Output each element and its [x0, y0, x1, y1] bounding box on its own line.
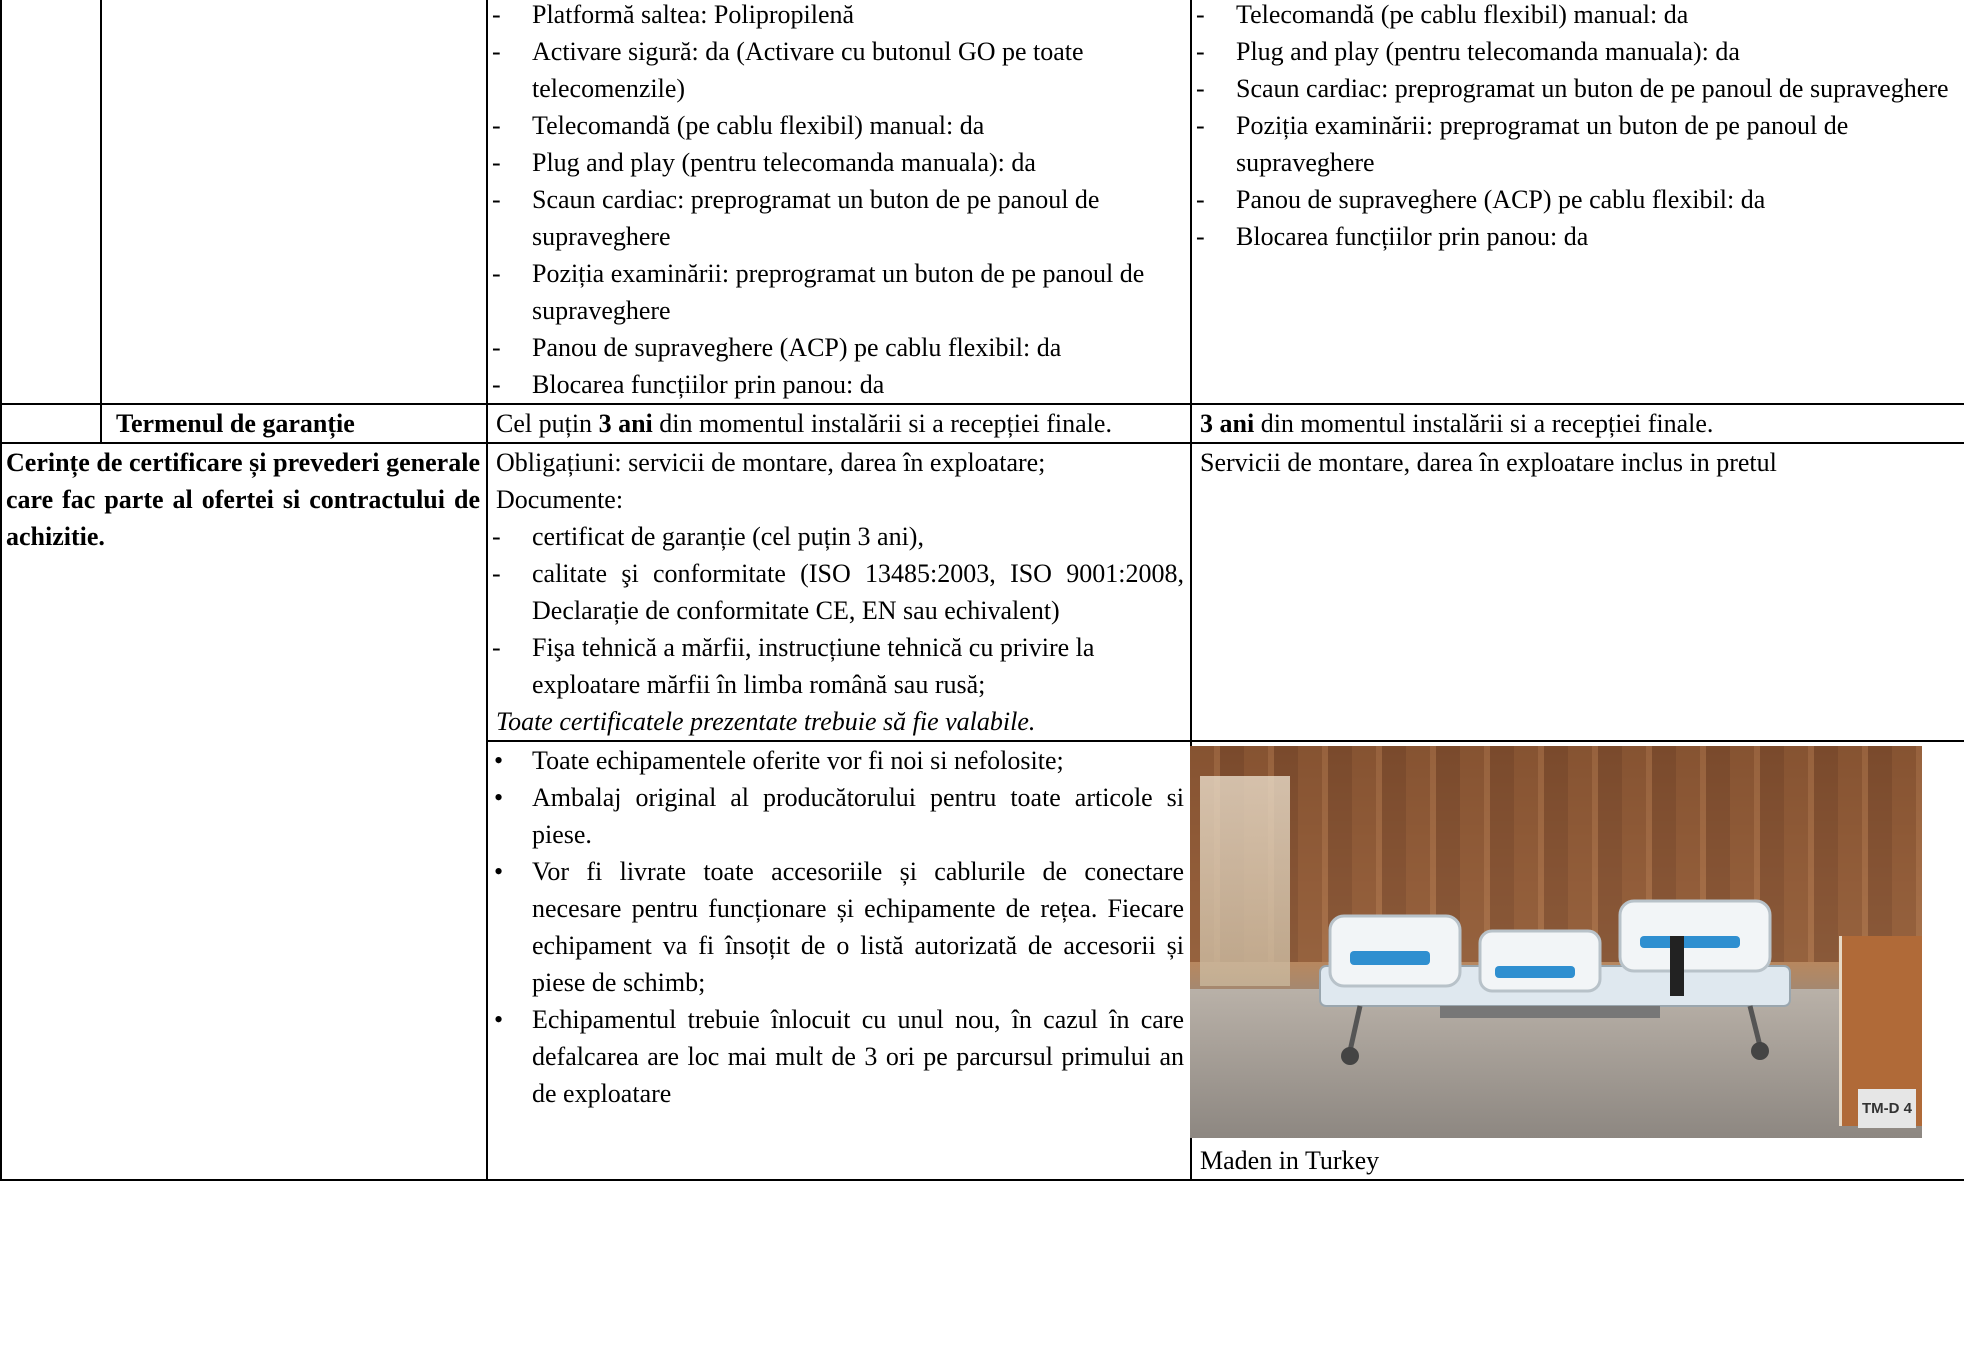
list-item: - Scaun cardiac: preprogramat un buton de pe panoul de supraveghere: [488, 181, 1184, 255]
warranty-required-cell: [487, 404, 1191, 443]
list-item: - Blocarea funcțiilor prin panou: da: [1192, 218, 1964, 255]
general-provisions-list: [488, 742, 1184, 1112]
warranty-offered-suffix: din momentul instalării si a recepției finale.: [1254, 409, 1714, 438]
list-item: - Platformă saltea: Polipropilenă: [488, 0, 1184, 33]
list-item: - calitate şi conformitate (ISO 13485:2003, ISO 9001:2008, Declarație de conformitate CE, EN sau echivalent): [488, 555, 1184, 629]
list-item: • Vor fi livrate toate accesoriile și cablurile de conectare necesare pentru funcționare și echipamente de rețea. Fiecare echipament va fi însoțit de o listă autorizată de accesorii și piese de schimb;: [488, 853, 1184, 1001]
offered-specs-cell: [1191, 0, 1964, 404]
empty-cell: [101, 0, 487, 404]
origin-caption: Maden in Turkey: [1200, 1146, 1380, 1175]
warranty-offered-years: 3 ani: [1200, 409, 1255, 438]
model-tag: TM-D 4: [1858, 1089, 1916, 1128]
list-item: - Telecomandă (pe cablu flexibil) manual: da: [1192, 0, 1964, 33]
window-light: [1200, 776, 1290, 986]
list-item: - Panou de supraveghere (ACP) pe cablu flexibil: da: [488, 329, 1184, 366]
certification-title: Cerințe de certificare și prevederi generale care fac parte al ofertei si contractului de achizitie.: [1, 443, 487, 1180]
list-item: - Fişa tehnică a mărfii, instrucțiune tehnică cu privire la exploatare mărfii în limba română sau rusă;: [488, 629, 1184, 703]
empty-cell: [1, 404, 101, 443]
photo-cell: [1191, 741, 1964, 1180]
warranty-row: [1, 404, 1964, 443]
list-item: - Telecomandă (pe cablu flexibil) manual: da: [488, 107, 1184, 144]
warranty-required-prefix: Cel puțin: [496, 409, 599, 438]
list-item: - Plug and play (pentru telecomanda manuala): da: [488, 144, 1184, 181]
certification-required-cell: [487, 443, 1191, 741]
certification-row: [1, 443, 1964, 741]
documents-list: [488, 518, 1184, 703]
list-item: - Poziția examinării: preprogramat un buton de pe panoul de supraveghere: [1192, 107, 1964, 181]
spec-continuation-row: [1, 0, 1964, 404]
documents-heading: Documente:: [496, 485, 624, 514]
list-item: - Scaun cardiac: preprogramat un buton de pe panoul de supraveghere: [1192, 70, 1964, 107]
warranty-offered-cell: [1191, 404, 1964, 443]
offered-specs-list: [1192, 0, 1964, 255]
required-specs-cell: [487, 0, 1191, 404]
empty-cell: [1, 0, 101, 404]
obligations-text: Obligațiuni: servicii de montare, darea în exploatare;: [496, 448, 1046, 477]
warranty-label: Termenul de garanție: [101, 404, 487, 443]
list-item: - Poziția examinării: preprogramat un buton de pe panoul de supraveghere: [488, 255, 1184, 329]
list-item: • Echipamentul trebuie înlocuit cu unul nou, în cazul în care defalcarea are loc mai mult de 3 ori pe parcursul primului an de exploatare: [488, 1001, 1184, 1112]
hospital-bed-illustration: [1290, 896, 1810, 1066]
list-item: - certificat de garanție (cel puțin 3 ani),: [488, 518, 1184, 555]
list-item: - Activare sigură: da (Activare cu butonul GO pe toate telecomenzile): [488, 33, 1184, 107]
list-item: - Blocarea funcțiilor prin panou: da: [488, 366, 1184, 403]
list-item: - Plug and play (pentru telecomanda manuala): da: [1192, 33, 1964, 70]
list-item: • Toate echipamentele oferite vor fi noi si nefolosite;: [488, 742, 1184, 779]
validity-note: Toate certificatele prezentate trebuie să fie valabile.: [496, 707, 1036, 736]
required-specs-list: [488, 0, 1184, 403]
general-provisions-cell: [487, 741, 1191, 1180]
warranty-required-suffix: din momentul instalării si a recepției finale.: [652, 409, 1112, 438]
list-item: - Panou de supraveghere (ACP) pe cablu flexibil: da: [1192, 181, 1964, 218]
certification-offered-cell: Servicii de montare, darea în exploatare inclus in pretul: [1191, 443, 1964, 741]
hospital-bed-photo: [1190, 746, 1922, 1138]
list-item: • Ambalaj original al producătorului pentru toate articole si piese.: [488, 779, 1184, 853]
warranty-required-years: 3 ani: [598, 409, 653, 438]
